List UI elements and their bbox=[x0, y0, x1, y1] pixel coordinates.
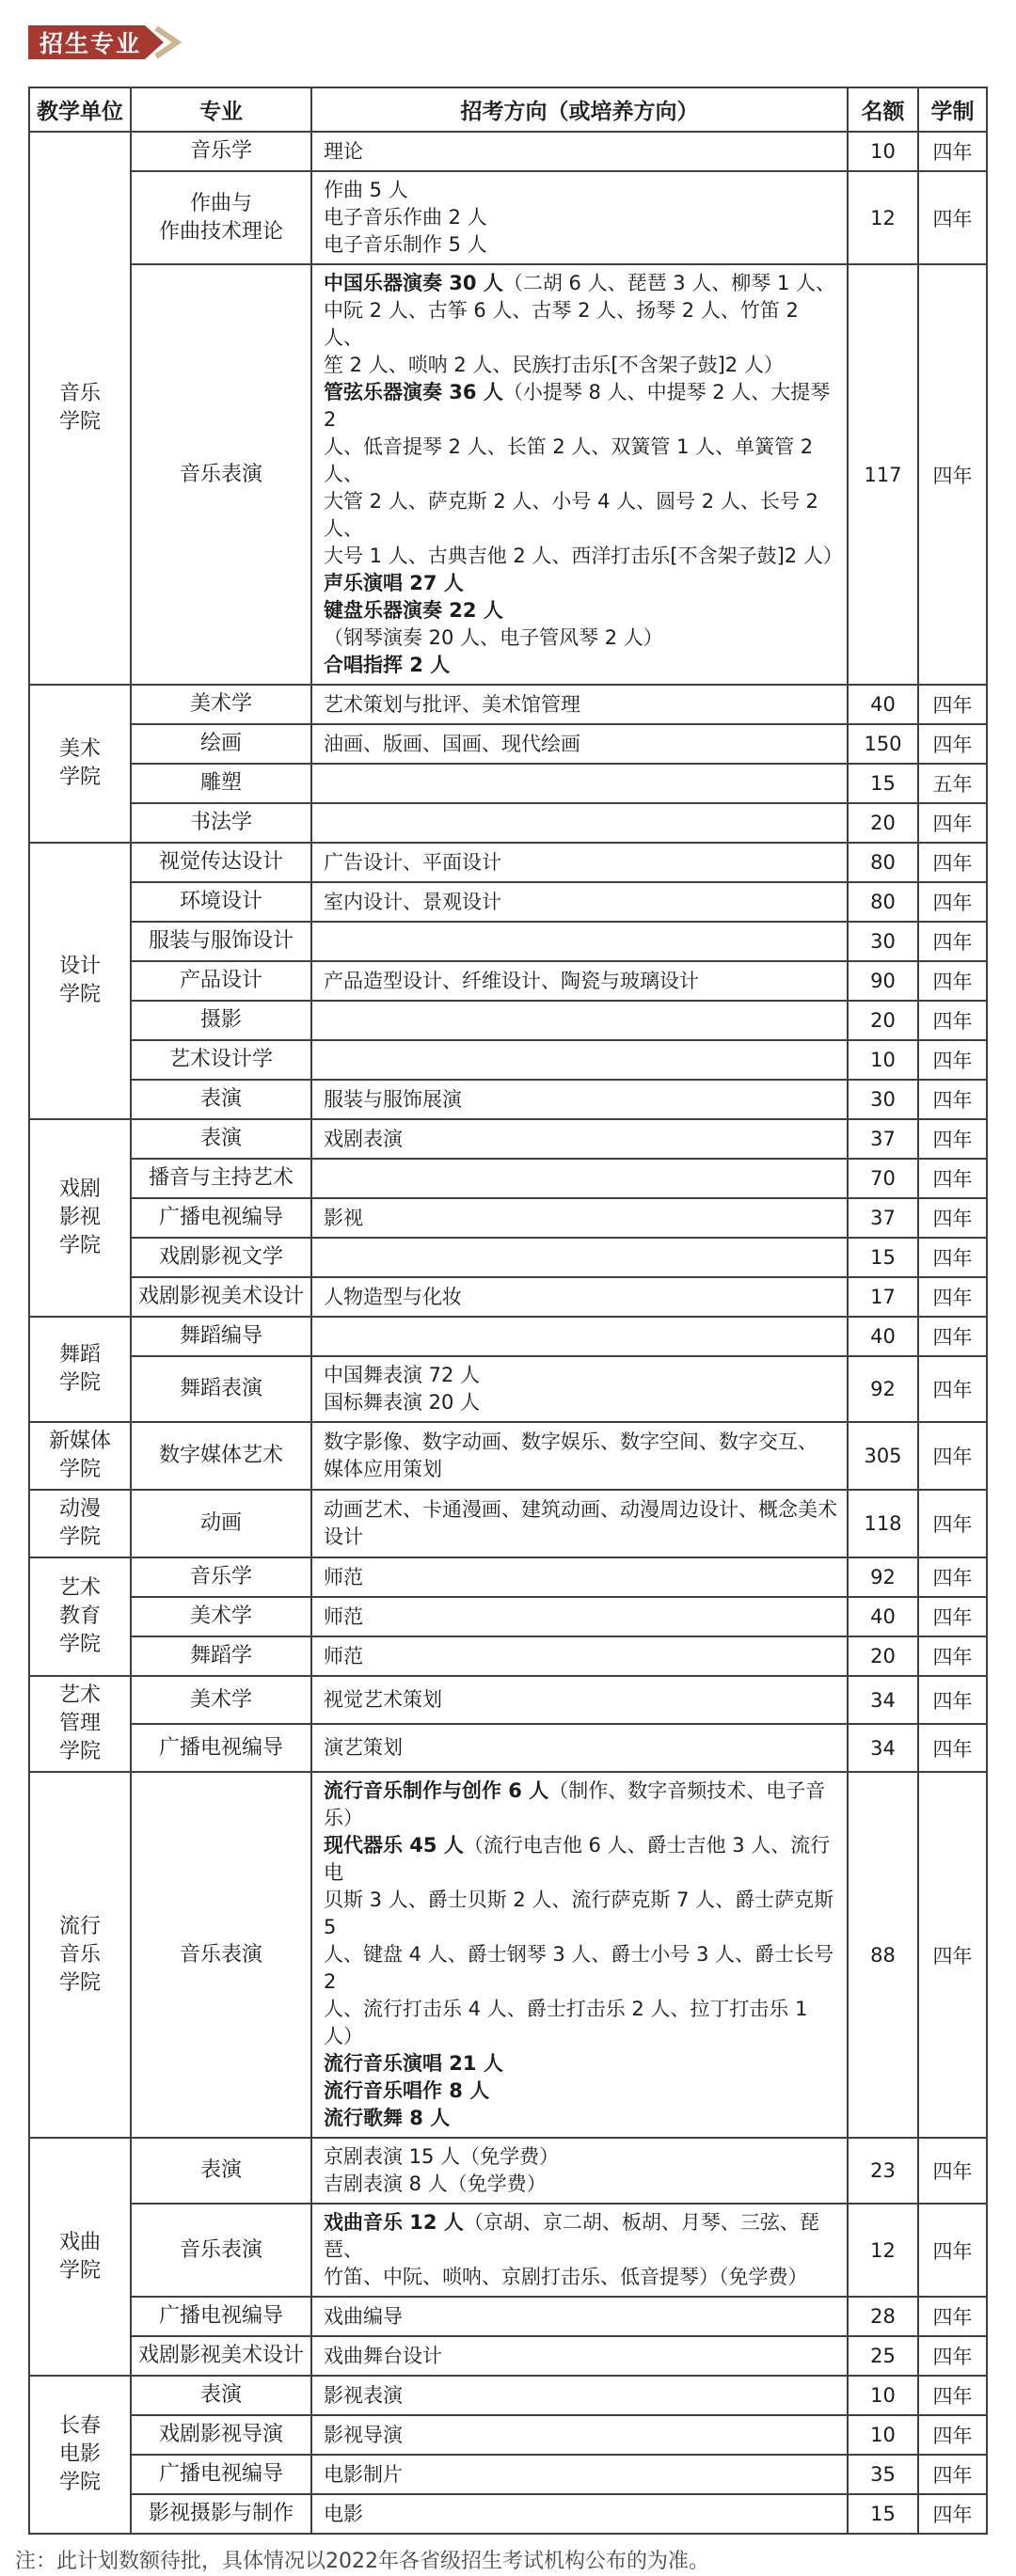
quota-cell: 34 bbox=[848, 1676, 918, 1724]
table-row bbox=[29, 843, 987, 882]
unit-cell: 美术 学院 bbox=[29, 685, 131, 843]
direction-cell: 中国乐器演奏 30 人（二胡 6 人、琵琶 3 人、柳琴 1 人、 中阮 2 人、古筝 6 人、古琴 2 人、扬琴 2 人、竹笛 2 人、 笙 2 人、唢呐 2 人、民族打击乐[不含架子鼓]2 人） 管弦乐器演奏 36 人（小提琴 8 人、中提琴 2 人、大提琴 2 人、低音提琴 2 人、长笛 2 人、双簧管 1 人、单簧管 2 人、 大管 2 人、萨克斯 2 人、小号 4 人、圆号 2 人、长号 2 人、 大号 1 人、古典吉他 2 人、西洋打击乐[不含架子鼓]2 人） 声乐演唱 27 人 键盘乐器演奏 22 人（钢琴演奏 20 人、电子管风琴 2 人） 合唱指挥 2 人 bbox=[311, 264, 848, 685]
duration-cell: 四年 bbox=[918, 685, 987, 724]
quota-cell: 88 bbox=[848, 1772, 918, 2138]
direction-cell: 师范 bbox=[311, 1597, 848, 1636]
direction-cell: 中国舞表演 72 人 国标舞表演 20 人 bbox=[311, 1356, 848, 1422]
major-cell: 产品设计 bbox=[131, 961, 311, 1001]
page-badge bbox=[28, 24, 198, 60]
duration-cell: 四年 bbox=[918, 1724, 987, 1772]
quota-cell: 35 bbox=[848, 2455, 918, 2494]
major-cell: 动画 bbox=[131, 1490, 311, 1557]
duration-cell: 四年 bbox=[918, 1636, 987, 1676]
quota-cell: 92 bbox=[848, 1356, 918, 1422]
major-cell: 戏剧影视美术设计 bbox=[131, 2336, 311, 2376]
major-cell: 音乐学 bbox=[131, 1557, 311, 1597]
table-row bbox=[29, 882, 987, 922]
table-row bbox=[29, 1356, 987, 1422]
duration-cell: 四年 bbox=[918, 922, 987, 961]
major-cell: 绘画 bbox=[131, 724, 311, 764]
direction-cell: 戏曲编导 bbox=[311, 2297, 848, 2336]
unit-cell: 流行 音乐 学院 bbox=[29, 1772, 131, 2138]
quota-cell: 23 bbox=[848, 2138, 918, 2204]
quota-cell: 30 bbox=[848, 922, 918, 961]
major-cell: 美术学 bbox=[131, 1676, 311, 1724]
duration-cell: 四年 bbox=[918, 2297, 987, 2336]
table-row bbox=[29, 961, 987, 1001]
major-cell: 戏剧影视导演 bbox=[131, 2415, 311, 2455]
quota-cell: 80 bbox=[848, 843, 918, 882]
direction-cell: 作曲 5 人 电子音乐作曲 2 人 电子音乐制作 5 人 bbox=[311, 171, 848, 264]
major-cell: 美术学 bbox=[131, 1597, 311, 1636]
quota-cell: 90 bbox=[848, 961, 918, 1001]
quota-cell: 15 bbox=[848, 764, 918, 803]
major-cell: 书法学 bbox=[131, 803, 311, 843]
table-row bbox=[29, 1238, 987, 1277]
duration-cell: 四年 bbox=[918, 1422, 987, 1490]
duration-cell: 四年 bbox=[918, 724, 987, 764]
major-cell: 环境设计 bbox=[131, 882, 311, 922]
direction-cell: 流行音乐制作与创作 6 人（制作、数字音频技术、电子音乐） 现代器乐 45 人（流行电吉他 6 人、爵士吉他 3 人、流行电 贝斯 3 人、爵士贝斯 2 人、流行萨克斯 7 人、爵士萨克斯 5 人、键盘 4 人、爵士钢琴 3 人、爵士小号 3 人、爵士长号 2 人、流行打击乐 4 人、爵士打击乐 2 人、拉丁打击乐 1 人） 流行音乐演唱 21 人 流行音乐唱作 8 人 流行歌舞 8 人 bbox=[311, 1772, 848, 2138]
unit-cell: 戏曲 学院 bbox=[29, 2138, 131, 2376]
quota-cell: 17 bbox=[848, 1277, 918, 1317]
quota-cell: 305 bbox=[848, 1422, 918, 1490]
duration-cell: 四年 bbox=[918, 2138, 987, 2204]
table-row bbox=[29, 1490, 987, 1557]
major-cell: 表演 bbox=[131, 2138, 311, 2204]
header-cell-unit: 教学单位 bbox=[29, 87, 131, 132]
major-cell: 广播电视编导 bbox=[131, 1724, 311, 1772]
quota-cell: 92 bbox=[848, 1557, 918, 1597]
header-cell-major: 专业 bbox=[131, 87, 311, 132]
table-row bbox=[29, 2336, 987, 2376]
table-row bbox=[29, 1080, 987, 1119]
direction-cell: 动画艺术、卡通漫画、建筑动画、动漫周边设计、概念美术设计 bbox=[311, 1490, 848, 1557]
major-cell: 表演 bbox=[131, 2376, 311, 2415]
quota-cell: 20 bbox=[848, 1001, 918, 1040]
table-row bbox=[29, 2204, 987, 2297]
duration-cell: 四年 bbox=[918, 1198, 987, 1238]
quota-cell: 34 bbox=[848, 1724, 918, 1772]
quota-cell: 10 bbox=[848, 2376, 918, 2415]
table-row bbox=[29, 922, 987, 961]
major-cell: 播音与主持艺术 bbox=[131, 1159, 311, 1198]
direction-cell: 广告设计、平面设计 bbox=[311, 843, 848, 882]
table-row bbox=[29, 1772, 987, 2138]
direction-cell bbox=[311, 1159, 848, 1198]
quota-cell: 40 bbox=[848, 685, 918, 724]
direction-cell: 油画、版画、国画、现代绘画 bbox=[311, 724, 848, 764]
quota-cell: 10 bbox=[848, 132, 918, 171]
direction-cell bbox=[311, 764, 848, 803]
table-row bbox=[29, 264, 987, 685]
table-header-row bbox=[29, 87, 987, 132]
duration-cell: 四年 bbox=[918, 2494, 987, 2534]
unit-cell: 新媒体 学院 bbox=[29, 1422, 131, 1490]
major-cell: 摄影 bbox=[131, 1001, 311, 1040]
quota-cell: 10 bbox=[848, 2415, 918, 2455]
duration-cell: 四年 bbox=[918, 1238, 987, 1277]
major-cell: 数字媒体艺术 bbox=[131, 1422, 311, 1490]
direction-cell: 师范 bbox=[311, 1557, 848, 1597]
duration-cell: 四年 bbox=[918, 2204, 987, 2297]
duration-cell: 四年 bbox=[918, 1597, 987, 1636]
table-row bbox=[29, 803, 987, 843]
quota-cell: 37 bbox=[848, 1119, 918, 1159]
direction-cell: 服装与服饰展演 bbox=[311, 1080, 848, 1119]
table-row bbox=[29, 1317, 987, 1356]
quota-cell: 12 bbox=[848, 171, 918, 264]
direction-cell: 产品造型设计、纤维设计、陶瓷与玻璃设计 bbox=[311, 961, 848, 1001]
major-cell: 艺术设计学 bbox=[131, 1040, 311, 1080]
major-cell: 服装与服饰设计 bbox=[131, 922, 311, 961]
quota-cell: 28 bbox=[848, 2297, 918, 2336]
quota-cell: 118 bbox=[848, 1490, 918, 1557]
direction-cell: 数字影像、数字动画、数字娱乐、数字空间、数字交互、 媒体应用策划 bbox=[311, 1422, 848, 1490]
major-cell: 美术学 bbox=[131, 685, 311, 724]
header-cell-duration: 学制 bbox=[918, 87, 987, 132]
duration-cell: 四年 bbox=[918, 1490, 987, 1557]
table-row bbox=[29, 132, 987, 171]
duration-cell: 四年 bbox=[918, 1001, 987, 1040]
quota-cell: 150 bbox=[848, 724, 918, 764]
major-cell: 戏剧影视文学 bbox=[131, 1238, 311, 1277]
header-cell-direction: 招考方向（或培养方向） bbox=[311, 87, 848, 132]
duration-cell: 四年 bbox=[918, 1159, 987, 1198]
table-row bbox=[29, 2415, 987, 2455]
unit-cell: 艺术 教育 学院 bbox=[29, 1557, 131, 1676]
quota-cell: 40 bbox=[848, 1317, 918, 1356]
duration-cell: 四年 bbox=[918, 1356, 987, 1422]
duration-cell: 四年 bbox=[918, 843, 987, 882]
duration-cell: 四年 bbox=[918, 1772, 987, 2138]
duration-cell: 四年 bbox=[918, 2336, 987, 2376]
unit-cell: 设计 学院 bbox=[29, 843, 131, 1119]
table-row bbox=[29, 1159, 987, 1198]
direction-cell bbox=[311, 1238, 848, 1277]
direction-cell bbox=[311, 1317, 848, 1356]
quota-cell: 30 bbox=[848, 1080, 918, 1119]
table-row bbox=[29, 1040, 987, 1080]
table-row bbox=[29, 1119, 987, 1159]
major-cell: 音乐表演 bbox=[131, 2204, 311, 2297]
direction-cell: 戏曲音乐 12 人（京胡、京二胡、板胡、月琴、三弦、琵琶、 竹笛、中阮、唢呐、京剧打击乐、低音提琴）（免学费） bbox=[311, 2204, 848, 2297]
unit-cell: 舞蹈 学院 bbox=[29, 1317, 131, 1422]
direction-cell bbox=[311, 803, 848, 843]
quota-cell: 15 bbox=[848, 1238, 918, 1277]
direction-cell: 影视导演 bbox=[311, 2415, 848, 2455]
major-cell: 音乐表演 bbox=[131, 264, 311, 685]
direction-cell: 演艺策划 bbox=[311, 1724, 848, 1772]
direction-cell: 电影制片 bbox=[311, 2455, 848, 2494]
duration-cell: 四年 bbox=[918, 1119, 987, 1159]
table-row bbox=[29, 171, 987, 264]
direction-cell: 影视表演 bbox=[311, 2376, 848, 2415]
table-row bbox=[29, 764, 987, 803]
table-row bbox=[29, 1557, 987, 1597]
direction-cell bbox=[311, 1001, 848, 1040]
direction-cell: 理论 bbox=[311, 132, 848, 171]
major-cell: 影视摄影与制作 bbox=[131, 2494, 311, 2534]
header-cell-quota: 名额 bbox=[848, 87, 918, 132]
quota-cell: 37 bbox=[848, 1198, 918, 1238]
duration-cell: 四年 bbox=[918, 264, 987, 685]
duration-cell: 四年 bbox=[918, 2455, 987, 2494]
major-cell: 舞蹈编导 bbox=[131, 1317, 311, 1356]
duration-cell: 四年 bbox=[918, 803, 987, 843]
unit-cell: 音乐 学院 bbox=[29, 132, 131, 685]
direction-cell bbox=[311, 1040, 848, 1080]
major-cell: 雕塑 bbox=[131, 764, 311, 803]
unit-cell: 艺术 管理 学院 bbox=[29, 1676, 131, 1772]
table-body bbox=[29, 132, 987, 2534]
quota-cell: 20 bbox=[848, 803, 918, 843]
major-cell: 戏剧影视美术设计 bbox=[131, 1277, 311, 1317]
duration-cell: 四年 bbox=[918, 2376, 987, 2415]
quota-cell: 117 bbox=[848, 264, 918, 685]
admissions-table bbox=[28, 87, 988, 2535]
quota-cell: 70 bbox=[848, 1159, 918, 1198]
table-row bbox=[29, 2494, 987, 2534]
quota-cell: 40 bbox=[848, 1597, 918, 1636]
duration-cell: 四年 bbox=[918, 2415, 987, 2455]
major-cell: 表演 bbox=[131, 1080, 311, 1119]
direction-cell: 艺术策划与批评、美术馆管理 bbox=[311, 685, 848, 724]
quota-cell: 12 bbox=[848, 2204, 918, 2297]
duration-cell: 四年 bbox=[918, 1317, 987, 1356]
major-cell: 作曲与 作曲技术理论 bbox=[131, 171, 311, 264]
duration-cell: 四年 bbox=[918, 1040, 987, 1080]
quota-cell: 10 bbox=[848, 1040, 918, 1080]
table-row bbox=[29, 1422, 987, 1490]
major-cell: 视觉传达设计 bbox=[131, 843, 311, 882]
direction-cell: 人物造型与化妆 bbox=[311, 1277, 848, 1317]
quota-cell: 25 bbox=[848, 2336, 918, 2376]
major-cell: 广播电视编导 bbox=[131, 2455, 311, 2494]
table-row bbox=[29, 1636, 987, 1676]
direction-cell: 电影 bbox=[311, 2494, 848, 2534]
table-row bbox=[29, 1676, 987, 1724]
footer-note: 注：此计划数额待批，具体情况以2022年各省级招生考试机构公布的为准。 bbox=[15, 2550, 709, 2573]
table-row bbox=[29, 2297, 987, 2336]
unit-cell: 长春 电影 学院 bbox=[29, 2376, 131, 2534]
direction-cell: 京剧表演 15 人（免学费） 吉剧表演 8 人（免学费） bbox=[311, 2138, 848, 2204]
major-cell: 表演 bbox=[131, 1119, 311, 1159]
duration-cell: 四年 bbox=[918, 961, 987, 1001]
duration-cell: 四年 bbox=[918, 171, 987, 264]
direction-cell: 视觉艺术策划 bbox=[311, 1676, 848, 1724]
duration-cell: 四年 bbox=[918, 1557, 987, 1597]
table-row bbox=[29, 1001, 987, 1040]
major-cell: 舞蹈表演 bbox=[131, 1356, 311, 1422]
duration-cell: 四年 bbox=[918, 1676, 987, 1724]
table-row bbox=[29, 685, 987, 724]
duration-cell: 四年 bbox=[918, 1080, 987, 1119]
table-row bbox=[29, 2138, 987, 2204]
table-row bbox=[29, 1198, 987, 1238]
quota-cell: 20 bbox=[848, 1636, 918, 1676]
major-cell: 音乐表演 bbox=[131, 1772, 311, 2138]
unit-cell: 动漫 学院 bbox=[29, 1490, 131, 1557]
table-row bbox=[29, 1597, 987, 1636]
table-row bbox=[29, 2455, 987, 2494]
quota-cell: 80 bbox=[848, 882, 918, 922]
direction-cell: 戏剧表演 bbox=[311, 1119, 848, 1159]
major-cell: 舞蹈学 bbox=[131, 1636, 311, 1676]
duration-cell: 四年 bbox=[918, 1277, 987, 1317]
table-row bbox=[29, 2376, 987, 2415]
unit-cell: 戏剧 影视 学院 bbox=[29, 1119, 131, 1317]
direction-cell bbox=[311, 922, 848, 961]
duration-cell: 四年 bbox=[918, 132, 987, 171]
table-row bbox=[29, 1277, 987, 1317]
direction-cell: 室内设计、景观设计 bbox=[311, 882, 848, 922]
major-cell: 广播电视编导 bbox=[131, 2297, 311, 2336]
major-cell: 音乐学 bbox=[131, 132, 311, 171]
duration-cell: 五年 bbox=[918, 764, 987, 803]
table-row bbox=[29, 1724, 987, 1772]
direction-cell: 影视 bbox=[311, 1198, 848, 1238]
direction-cell: 师范 bbox=[311, 1636, 848, 1676]
table-row bbox=[29, 724, 987, 764]
duration-cell: 四年 bbox=[918, 882, 987, 922]
badge-label: 招生专业 bbox=[40, 30, 142, 57]
major-cell: 广播电视编导 bbox=[131, 1198, 311, 1238]
direction-cell: 戏曲舞台设计 bbox=[311, 2336, 848, 2376]
quota-cell: 15 bbox=[848, 2494, 918, 2534]
